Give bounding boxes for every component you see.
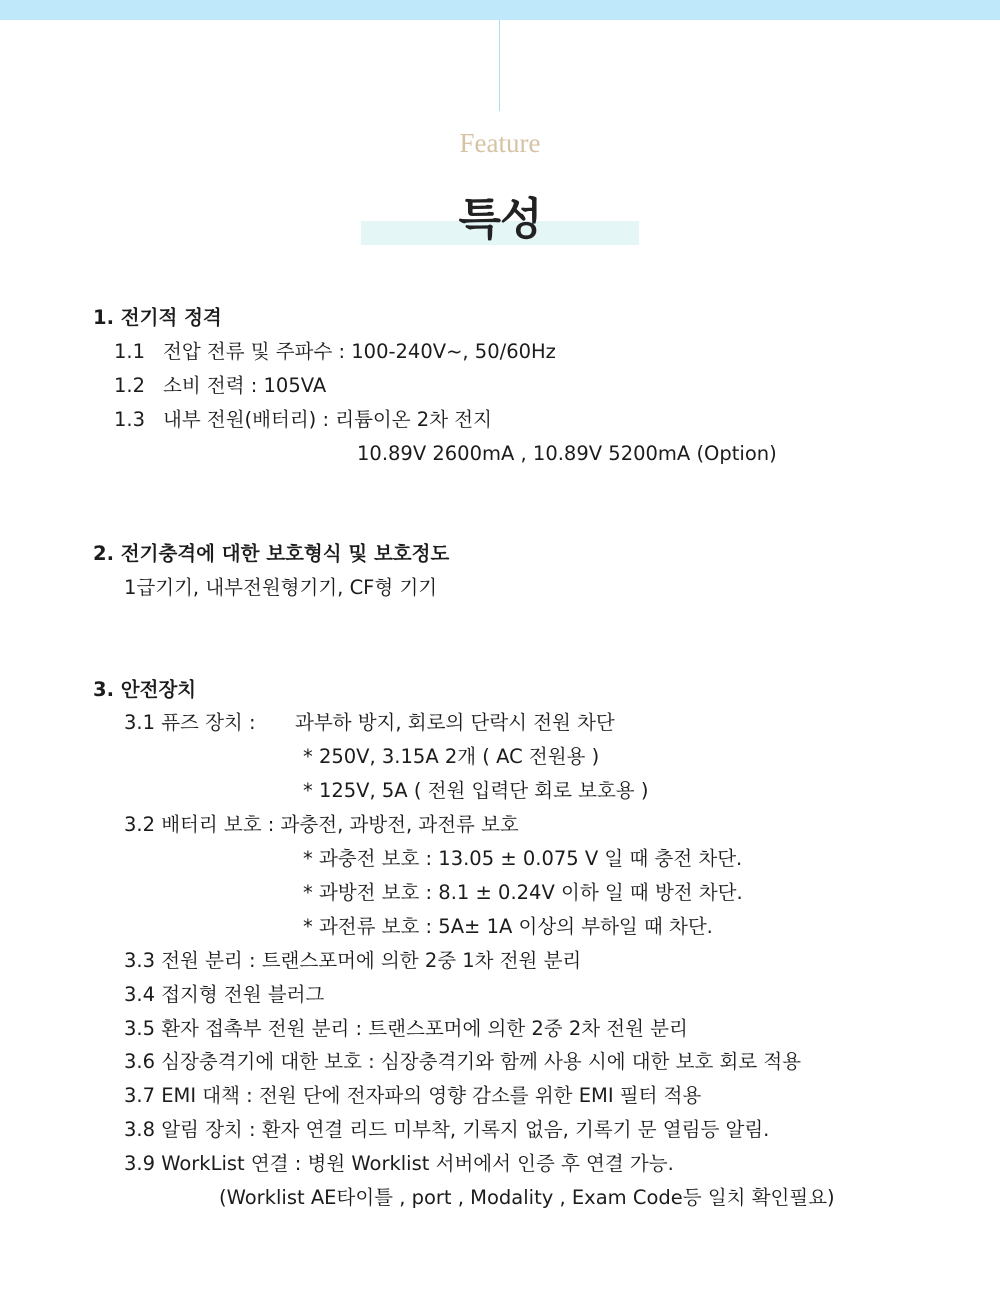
item-1-2-num: 1.2 <box>114 374 146 397</box>
fuse-detail: * 125V, 5A ( 전원 입력단 회로 보호용 ) <box>303 779 649 802</box>
battery-protection-detail: * 과충전 보호 : 13.05 ± 0.075 V 일 때 충전 차단. <box>303 847 743 870</box>
fuse-label: 3.1 퓨즈 장치 : <box>124 711 256 734</box>
section-2-heading: 2. 전기충격에 대한 보호형식 및 보호정도 <box>93 542 450 565</box>
section-2-text: 1급기기, 내부전원형기기, CF형 기기 <box>124 576 438 599</box>
worklist-note: (Worklist AE타이틀 , port , Modality , Exam Code등 일치 확인필요) <box>219 1186 835 1209</box>
divider-line <box>499 20 500 111</box>
subtitle: Feature <box>459 128 541 158</box>
safety-item-3-5: 3.5 환자 접촉부 전원 분리 : 트랜스포머에 의한 2중 2차 전원 분리 <box>124 1017 688 1040</box>
fuse-text: 과부하 방지, 회로의 단락시 전원 차단 <box>295 711 615 734</box>
safety-item-3-9: 3.9 WorkList 연결 : 병원 Worklist 서버에서 인증 후 연결 가능. <box>124 1152 674 1175</box>
item-1-3-text: 내부 전원(배터리) : 리튬이온 2차 전지 <box>163 408 492 431</box>
item-1-1-text: 전압 전류 및 주파수 : 100-240V~, 50/60Hz <box>163 340 556 363</box>
section-1-heading: 1. 전기적 정격 <box>93 306 222 329</box>
battery-detail: 10.89V 2600mA , 10.89V 5200mA (Option) <box>357 442 777 465</box>
fuse-detail: * 250V, 3.15A 2개 ( AC 전원용 ) <box>303 745 600 768</box>
battery-protection-detail: * 과방전 보호 : 8.1 ± 0.24V 이하 일 때 방전 차단. <box>303 881 743 904</box>
item-1-1-num: 1.1 <box>114 340 146 363</box>
safety-item-3-6: 3.6 심장충격기에 대한 보호 : 심장충격기와 함께 사용 시에 대한 보호 회로 적용 <box>124 1050 802 1073</box>
section-3-heading: 3. 안전장치 <box>93 678 197 701</box>
battery-protection-detail: * 과전류 보호 : 5A± 1A 이상의 부하일 때 차단. <box>303 915 713 938</box>
safety-item-3-7: 3.7 EMI 대책 : 전원 단에 전자파의 영향 감소를 위한 EMI 필터 적용 <box>124 1084 702 1107</box>
safety-item-3-3: 3.3 전원 분리 : 트랜스포머에 의한 2중 1차 전원 분리 <box>124 949 582 972</box>
top-band <box>0 0 1000 20</box>
page-title: 특성 <box>458 194 542 245</box>
safety-item-3-4: 3.4 접지형 전원 블러그 <box>124 983 325 1006</box>
item-1-2-text: 소비 전력 : 105VA <box>163 374 327 397</box>
item-1-3-num: 1.3 <box>114 408 146 431</box>
safety-item-3-8: 3.8 알림 장치 : 환자 연결 리드 미부착, 기록지 없음, 기록기 문 열림등 알림. <box>124 1118 770 1141</box>
battery-protection-label: 3.2 배터리 보호 : 과충전, 과방전, 과전류 보호 <box>124 813 519 836</box>
